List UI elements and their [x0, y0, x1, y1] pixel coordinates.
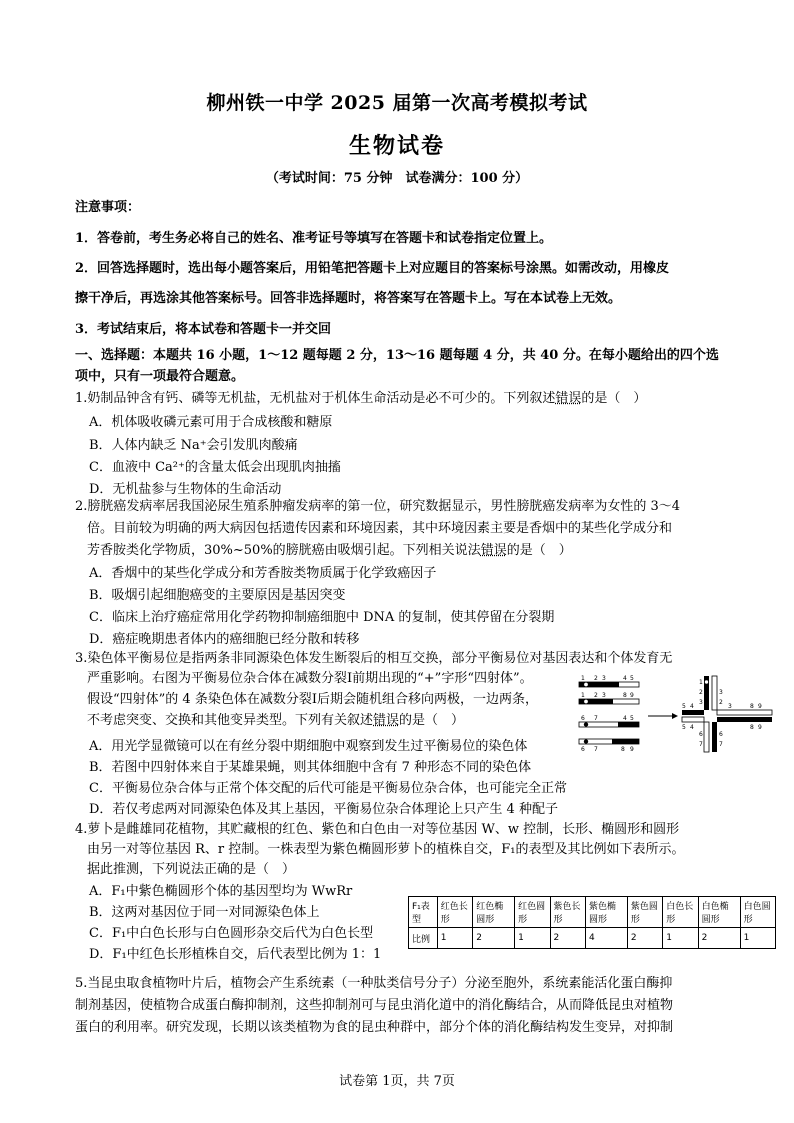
centromere — [584, 739, 588, 743]
q4-stem-line2: 由另一对等位基因 R、r 控制。一株表型为紫色椭圆形萝卜的植株自交，F₁的表型及其比例如下表所示。 — [87, 842, 685, 857]
q3-stem-line3: 假设“四射体”的 4 条染色体在减数分裂Ⅰ后期会随机组合移向两极，一边两条， — [87, 692, 538, 707]
q3-option-d: D．若仅考虑两对同源染色体及其上基因，平衡易位杂合体理论上只产生 4 种配子 — [89, 802, 558, 817]
chromosome-label: 8 — [621, 746, 625, 753]
chromosome-label: 8 — [623, 692, 627, 699]
table-cell: 红色圆形 — [515, 897, 550, 928]
q2-stem-line1: 2.膀胱癌发病率居我国泌尿生殖系肿瘤发病率的第一位，研究数据显示，男性膀胱癌发病率为女性的 3～4 — [75, 499, 681, 514]
table-cell: 白色椭圆形 — [698, 897, 740, 928]
q3-stem-line2: 严重影响。右图为平衡易位杂合体在减数分裂Ⅰ前期出现的“+”字形“四射体”。 — [87, 671, 533, 686]
cross-label: 3 — [699, 699, 703, 706]
table-cell: 2 — [473, 928, 515, 949]
table-cell: 4 — [585, 928, 627, 949]
centromere — [584, 699, 588, 703]
chromosome-label: 6 — [581, 715, 585, 722]
cross-label: 8 — [750, 703, 754, 710]
page-footer: 试卷第 1页，共 7页 — [339, 1074, 455, 1089]
note-2b: 擦干净后，再选涂其他答案标号。回答非选择题时，将答案写在答题卡上。写在本试卷上无效。 — [75, 291, 622, 306]
q3-option-c: C．平衡易位杂合体与正常个体交配的后代可能是平衡易位杂合体，也可能完全正常 — [89, 781, 567, 796]
chromosome-label: 4 — [623, 715, 627, 722]
cross-arm — [712, 722, 717, 752]
cross-label: 9 — [758, 724, 762, 731]
q2-stem-line3: 芳香胺类化学物质，30%~50%的膀胱癌由吸烟引起。下列相关说法错误的是（ ） — [87, 543, 572, 558]
table-cell: 紫色椭圆形 — [585, 897, 627, 928]
table-cell: 红色椭圆形 — [473, 897, 515, 928]
section-1-heading-line2: 项中，只有一项最符合题意。 — [75, 369, 245, 384]
chromosome-label: 9 — [630, 746, 634, 753]
q2-stem-line2: 倍。目前较为明确的两大病因包括遗传因素和环境因素，其中环境因素主要是香烟中的某些化学成分和 — [87, 521, 673, 536]
chromosome-label: 6 — [581, 746, 585, 753]
cross-label: 3 — [719, 689, 723, 696]
quadrivalent-figure — [578, 674, 778, 754]
table-cell: 2 — [550, 928, 585, 949]
q4-option-d: D．F₁中红色长形植株自交，后代表型比例为 1：1 — [89, 947, 382, 962]
cross-arm — [717, 717, 772, 722]
cross-label: 7 — [699, 741, 703, 748]
table-cell: 白色圆形 — [740, 897, 775, 928]
chromosome-label: 4 — [623, 675, 627, 682]
cross-label: 4 — [690, 724, 694, 731]
chromosome-label: 2 — [594, 675, 598, 682]
note-2a: 2．回答选择题时，选出每小题答案后，用铅笔把答题卡上对应题目的答案标号涂黑。如需改动，用橡皮 — [75, 261, 670, 276]
f1-phenotype-table — [408, 896, 776, 949]
chromosome-label: 7 — [594, 715, 598, 722]
chromosome-label: 5 — [630, 675, 634, 682]
chromosome-segment — [618, 722, 639, 727]
table-row — [409, 928, 776, 949]
table-cell: 1 — [663, 928, 698, 949]
table-cell: 白色长形 — [663, 897, 698, 928]
chromosome-label: 5 — [630, 715, 634, 722]
q5-stem-line2: 制剂基因，使植物合成蛋白酶抑制剂，这些抑制剂可与昆虫消化道中的消化酶结合，从而降低昆虫对植物 — [75, 998, 674, 1013]
cross-arm — [682, 710, 704, 715]
table-row — [409, 897, 776, 928]
q1-stem: 1.奶制品钟含有钙、磷等无机盐，无机盐对于机体生命活动是必不可少的。下列叙述错误的是（ ） — [75, 391, 647, 406]
q3-option-a: A．用光学显微镜可以在有丝分裂中期细胞中观察到发生过平衡易位的染色体 — [89, 739, 528, 754]
q2-option-d: D．癌症晚期患者体内的癌细胞已经分散和转移 — [89, 632, 360, 647]
q1-option-c: C．血液中 Ca²⁺的含量太低会出现肌肉抽搐 — [89, 460, 341, 475]
q2-option-c: C．临床上治疗癌症常用化学药物抑制癌细胞中 DNA 的复制，使其停留在分裂期 — [89, 610, 555, 625]
chromosome-label: 7 — [594, 746, 598, 753]
q5-stem-line1: 5.当昆虫取食植物叶片后，植物会产生系统素（一种肽类信号分子）分泌至胞外，系统素能活化蛋白酶抑 — [75, 976, 673, 991]
q3-option-b: B．若图中四射体来自于某雄果蝇，则其体细胞中含有 7 种形态不同的染色体 — [89, 760, 532, 775]
table-cell: 2 — [627, 928, 662, 949]
table-row-header: F₁表型 — [409, 897, 438, 928]
table-cell: 红色长形 — [437, 897, 472, 928]
cross-label: 6 — [719, 731, 723, 738]
notes-heading: 注意事项： — [75, 200, 141, 215]
table-cell: 1 — [437, 928, 472, 949]
subject-title: 生物试卷 — [348, 133, 445, 159]
q5-stem-line3: 蛋白的利用率。研究发现，长期以该类植物为食的昆虫种群中，部分个体的消化酶结构发生变异，对抑制 — [75, 1020, 674, 1035]
table-row-header: 比例 — [409, 928, 438, 949]
cross-label: 1 — [699, 679, 703, 686]
centromere — [584, 722, 588, 726]
q1-option-a: A．机体吸收磷元素可用于合成核酸和糖原 — [89, 415, 333, 430]
cross-label: 5 — [682, 724, 686, 731]
note-1: 1．答卷前，考生务必将自己的姓名、准考证号等填写在答题卡和试卷指定位置上。 — [75, 231, 553, 246]
cross-arm — [717, 710, 772, 715]
chromosome-label: 3 — [602, 675, 606, 682]
cross-label: 2 — [699, 689, 703, 696]
exam-info: （考试时间：75 分钟 试卷满分：100 分） — [265, 171, 529, 186]
q3-stem-line1: 3.染色体平衡易位是指两条非同源染色体发生断裂后的相互交换，部分平衡易位对基因表达和个体发育无 — [75, 651, 673, 666]
exam-title: 柳州铁一中学 2025 届第一次高考模拟考试 — [206, 92, 588, 114]
cross-label: 9 — [758, 703, 762, 710]
chromosome-label: 1 — [581, 675, 585, 682]
chromosome-segment — [612, 739, 639, 744]
cross-label: 7 — [719, 741, 723, 748]
table-cell: 1 — [740, 928, 775, 949]
cross-label: 6 — [699, 731, 703, 738]
cross-arm — [704, 722, 709, 752]
note-3: 3．考试结束后，将本试卷和答题卡一并交回 — [75, 322, 332, 337]
arrow-head — [672, 713, 678, 719]
q2-option-b: B．吸烟引起细胞癌变的主要原因是基因突变 — [89, 588, 346, 603]
chromosome-label: 9 — [630, 692, 634, 699]
table-cell: 紫色长形 — [550, 897, 585, 928]
q4-option-a: A．F₁中紫色椭圆形个体的基因型均为 WwRr — [89, 884, 353, 899]
q4-stem-line3: 据此推测，下列说法正确的是（ ） — [87, 862, 296, 877]
cross-arm — [712, 676, 717, 710]
centromere — [705, 680, 709, 684]
q4-option-c: C．F₁中白色长形与白色圆形杂交后代为白色长型 — [89, 926, 374, 941]
cross-label: 8 — [750, 724, 754, 731]
q1-option-b: B．人体内缺乏 Na⁺会引发肌肉酸痛 — [89, 438, 298, 453]
cross-label: 3 — [728, 703, 732, 710]
q4-option-b: B．这两对基因位于同一对同源染色体上 — [89, 905, 320, 920]
q1-option-d: D．无机盐参与生物体的生命活动 — [89, 482, 282, 497]
centromere — [584, 682, 588, 686]
cross-arm — [682, 717, 704, 722]
cross-label: 5 — [682, 703, 686, 710]
q2-option-a: A．香烟中的某些化学成分和芳香胺类物质属于化学致癌因子 — [89, 566, 437, 581]
cross-label: 2 — [719, 699, 723, 706]
q4-stem-line1: 4.萝卜是雌雄同花植物，其贮藏根的红色、紫色和白色由一对等位基因 W、w 控制，长形、椭圆形和圆形 — [75, 822, 680, 837]
table-cell: 1 — [515, 928, 550, 949]
chromosome-label: 2 — [594, 692, 598, 699]
chromosome-label: 3 — [602, 692, 606, 699]
q3-stem-line4: 不考虑突变、交换和其他变异类型。下列有关叙述错误的是（ ） — [87, 713, 465, 728]
cross-label: 4 — [690, 703, 694, 710]
chromosome-label: 1 — [581, 692, 585, 699]
table-cell: 2 — [698, 928, 740, 949]
table-cell: 紫色圆形 — [627, 897, 662, 928]
section-1-heading-line1: 一、选择题：本题共 16 小题，1～12 题每题 2 分，13～16 题每题 4 分，共 40 分。在每小题给出的四个选 — [75, 348, 719, 363]
centromere — [713, 742, 717, 746]
